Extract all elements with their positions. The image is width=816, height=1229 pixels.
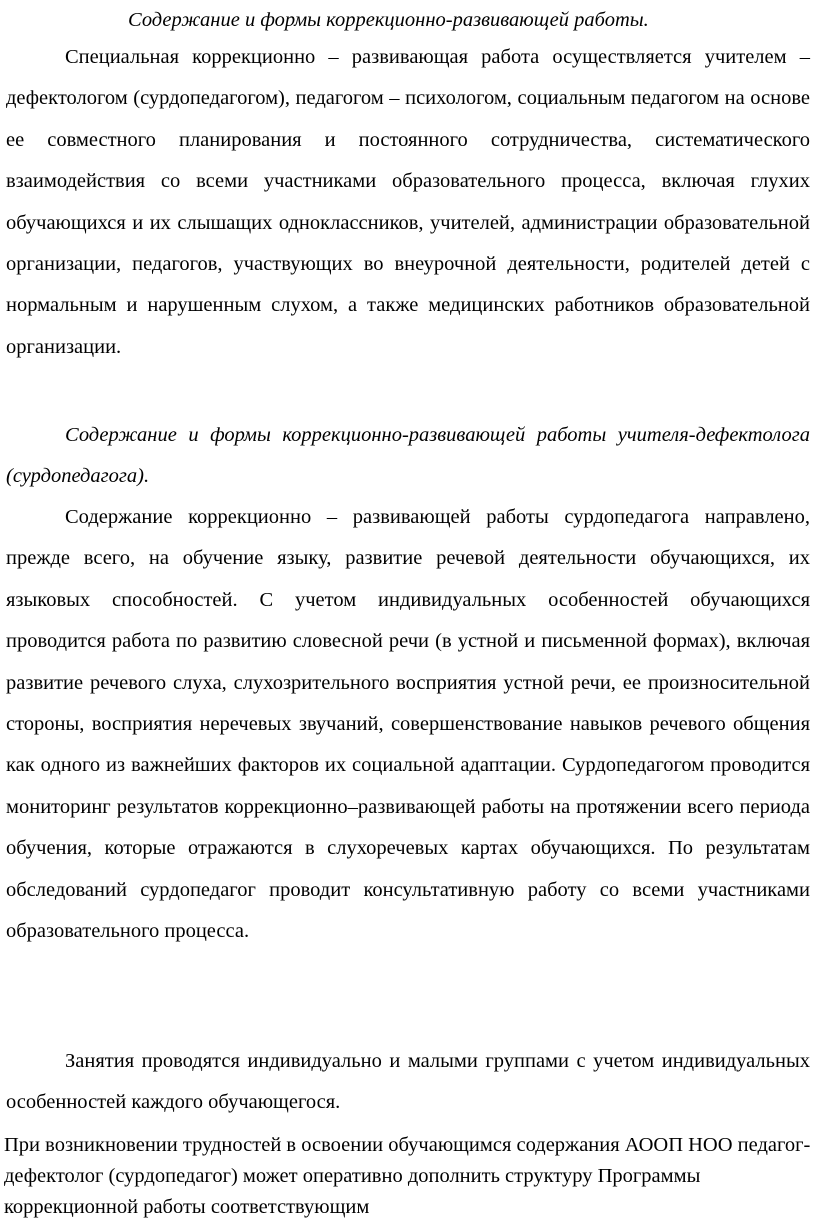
paragraph-lesson-format: Занятия проводятся индивидуально и малыми группами с учетом индивидуальных особенностей каждого обучающегося. <box>6 1050 810 1114</box>
section-heading-defectologist-work: Содержание и формы коррекционно-развивающей работы учителя-дефектолога (сурдопедагога). <box>6 424 810 488</box>
section-heading-correctional-work: Содержание и формы коррекционно-развивающей работы. <box>128 9 649 31</box>
paragraph-special-correctional-work: Специальная коррекционно – развивающая работа осуществляется учителем – дефектологом (сурдопедагогом), педагогом – психологом, социальным педагогом на основе ее совместного планирования и постоянного сотрудничества, систематического взаимодействия со всеми участниками образовательного процесса, включая глухих обучающихся и их слышащих одноклассников, учителей, администрации образовательной организации, педагогов, участвующих во внеурочной деятельности, родителей детей с нормальным и нарушенным слухом, а также медицинских работников образовательной организации. <box>6 46 810 358</box>
paragraph-surdopedagogue-work: Содержание коррекционно – развивающей работы сурдопедагога направлено, прежде всего, на обучение языку, развитие речевой деятельности обучающихся, их языковых способностей. С учетом индивидуальных особенностей обучающихся проводится работа по развитию словесной речи (в устной и письменной формах), включая развитие речевого слуха, слухозрительного восприятия устной речи, ее произносительной стороны, восприятия неречевых звучаний, совершенствование навыков речевого общения как одного из важнейших факторов их социальной адаптации. Сурдопедагогом проводится мониторинг результатов коррекционно–развивающей работы на протяжении всего периода обучения, которые отражаются в слухоречевых картах обучающихся. По результатам обследований сурдопедагог проводит консультативную работу со всеми участниками образовательного процесса. <box>6 506 810 943</box>
paragraph-program-adjustment: При возникновении трудностей в освоении обучающимся содержания АООП НОО педагог-дефектолог (сурдопедагог) может оперативно дополнить структуру Программы коррекционной работы соответствующим <box>4 1134 811 1218</box>
